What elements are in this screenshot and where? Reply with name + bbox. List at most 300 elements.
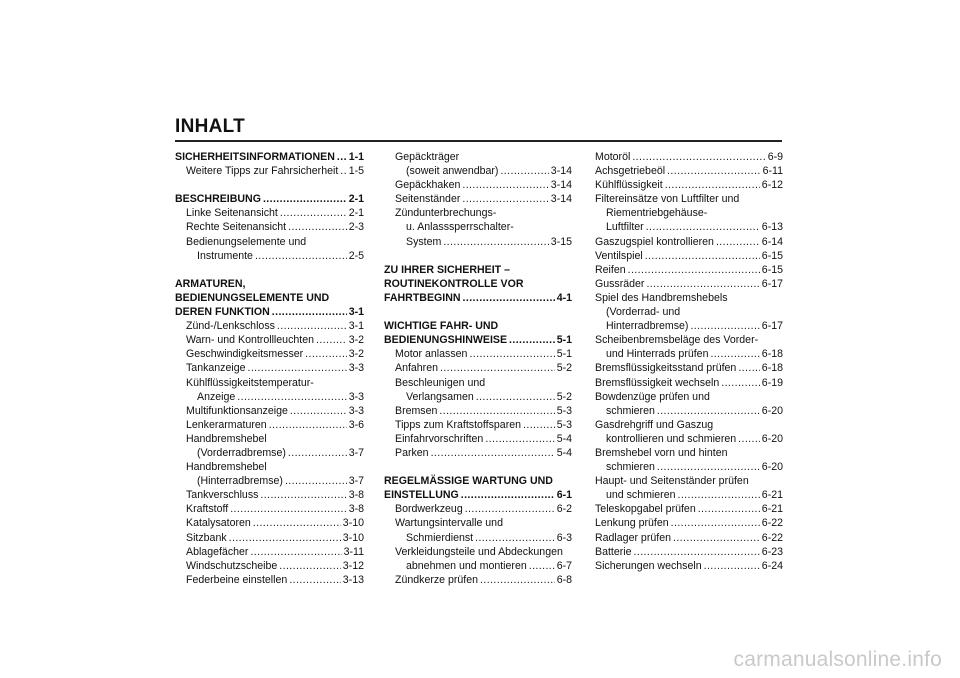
toc-entry-title: Bremsflüssigkeit wechseln	[595, 376, 720, 389]
toc-entry[interactable]	[595, 559, 783, 573]
toc-page-number: 6-9	[767, 151, 783, 163]
toc-column-3	[595, 150, 783, 573]
toc-entry-title: Wartungsintervalle und	[395, 517, 503, 530]
toc-leader-dots	[738, 432, 760, 446]
toc-entry-title: Verkleidungsteile und Abdeckungen	[395, 545, 563, 558]
toc-leader-dots	[628, 263, 760, 277]
toc-leader-dots	[634, 545, 760, 559]
toc-entry-title: u. Anlasssperrschalter-	[406, 221, 514, 234]
toc-page-number: 6-15	[761, 249, 783, 262]
toc-leader-dots	[657, 404, 760, 418]
toc-page-number: 6-17	[761, 277, 783, 290]
toc-section-heading[interactable]	[384, 333, 572, 347]
toc-entry-title: Tankverschluss	[186, 489, 259, 502]
toc-page-number: 3-10	[342, 531, 364, 544]
toc-page-number: 3-13	[342, 573, 364, 586]
toc-entry[interactable]	[384, 390, 572, 404]
toc-entry[interactable]	[175, 418, 364, 432]
toc-leader-dots	[305, 347, 347, 361]
toc-page-number: 5-1	[556, 334, 572, 347]
toc-entry[interactable]	[595, 235, 783, 249]
toc-page-number: 1-5	[348, 165, 364, 178]
toc-entry[interactable]	[175, 573, 364, 587]
toc-leader-dots	[272, 305, 347, 319]
toc-page-number: 3-1	[348, 306, 364, 319]
toc-entry-title: Gasdrehgriff und Gaszug	[595, 418, 714, 431]
toc-leader-dots	[509, 333, 555, 347]
toc-leader-dots	[465, 502, 555, 516]
toc-entry[interactable]	[175, 361, 364, 375]
toc-page-number: 6-2	[556, 503, 572, 516]
toc-page-number: 6-19	[761, 376, 783, 389]
toc-entry[interactable]	[384, 559, 572, 573]
toc-entry-title: abnehmen und montieren	[406, 559, 527, 572]
toc-page-number: 6-7	[556, 559, 572, 572]
toc-entry-title: Kühlflüssigkeitstemperatur-	[186, 376, 314, 389]
toc-page-number: 6-21	[761, 489, 783, 502]
toc-entry[interactable]	[595, 150, 783, 164]
toc-entry	[175, 235, 364, 249]
toc-section-heading	[384, 319, 572, 333]
toc-section-heading[interactable]	[384, 488, 572, 502]
toc-entry-title: Reifen	[595, 263, 626, 276]
toc-entry-title: Geschwindigkeitsmesser	[186, 348, 304, 361]
toc-page-number: 6-20	[761, 461, 783, 474]
toc-page-number: 6-22	[761, 531, 783, 544]
toc-entry-title: Federbeine einstellen	[186, 573, 288, 586]
toc-entry-title: Schmierdienst	[406, 531, 474, 544]
toc-entry	[175, 432, 364, 446]
toc-entry-title: Weitere Tipps zur Fahrsicherheit	[186, 165, 339, 178]
toc-leader-dots	[279, 559, 341, 573]
toc-leader-dots	[738, 361, 759, 375]
toc-page-number: 6-17	[761, 320, 783, 333]
toc-entry-title: Motoröl	[595, 151, 631, 163]
toc-entry[interactable]	[175, 474, 364, 488]
toc-entry[interactable]	[175, 502, 364, 516]
toc-entry-title: Tipps zum Kraftstoffsparen	[395, 418, 522, 431]
toc-leader-dots	[485, 432, 554, 446]
toc-leader-dots	[690, 319, 759, 333]
toc-section-heading	[384, 474, 572, 488]
toc-leader-dots	[250, 545, 341, 559]
toc-page-number: 6-11	[762, 165, 783, 178]
toc-page-number: 6-8	[556, 573, 572, 586]
toc-leader-dots	[277, 319, 347, 333]
toc-entry-title: Warn- und Kontrollleuchten	[186, 334, 314, 347]
toc-entry-title: Batterie	[595, 545, 632, 558]
toc-entry-title: Instrumente	[197, 249, 253, 262]
toc-entry-title: Hinterradbremse)	[606, 320, 689, 333]
toc-leader-dots	[632, 150, 765, 164]
toc-leader-dots	[269, 418, 347, 432]
toc-entry[interactable]	[595, 347, 783, 361]
toc-page-number: 3-10	[342, 517, 364, 530]
toc-page-number: 3-15	[550, 235, 572, 248]
toc-leader-dots	[340, 164, 346, 178]
toc-entry-title: Anzeige	[197, 390, 236, 403]
toc-leader-dots	[440, 361, 555, 375]
toc-entry	[175, 376, 364, 390]
toc-entry-title: Multifunktionsanzeige	[186, 404, 288, 417]
toc-entry	[595, 446, 783, 460]
toc-entry	[175, 460, 364, 474]
toc-entry-title: Handbremshebel	[186, 461, 267, 474]
toc-entry[interactable]	[384, 531, 572, 545]
toc-entry-title: Filtereinsätze von Luftfilter und	[595, 193, 740, 206]
toc-leader-dots	[710, 347, 759, 361]
toc-spacer	[175, 263, 364, 277]
toc-section-heading[interactable]	[175, 150, 364, 164]
toc-leader-dots	[439, 404, 554, 418]
toc-entry	[384, 516, 572, 530]
toc-entry-title: Luftfilter	[606, 221, 644, 234]
toc-entry	[595, 390, 783, 404]
toc-page-number: 4-1	[556, 291, 572, 304]
toc-entry[interactable]	[384, 361, 572, 375]
toc-page-number: 3-14	[550, 165, 572, 178]
toc-entry[interactable]	[595, 164, 783, 178]
toc-spacer	[175, 178, 364, 192]
toc-leader-dots	[290, 404, 347, 418]
toc-entry-title: REGELMÄSSIGE WARTUNG UND	[384, 475, 553, 488]
toc-leader-dots	[288, 446, 347, 460]
toc-leader-dots	[645, 249, 760, 263]
toc-page-number: 5-3	[556, 404, 572, 417]
toc-entry[interactable]	[175, 220, 364, 234]
toc-page-number: 6-1	[556, 489, 572, 502]
toc-entry[interactable]	[175, 488, 364, 502]
toc-page-number: 2-3	[348, 221, 364, 234]
toc-entry-title: ROUTINEKONTROLLE VOR	[384, 277, 524, 290]
toc-entry[interactable]	[175, 347, 364, 361]
toc-page-number: 3-1	[348, 320, 364, 333]
toc-entry-title: kontrollieren und schmieren	[606, 432, 737, 445]
toc-entry[interactable]	[384, 164, 572, 178]
toc-column-2	[384, 150, 572, 587]
toc-entry-title: Verlangsamen	[406, 390, 474, 403]
toc-entry-title: Beschleunigen und	[395, 376, 486, 389]
toc-page-number: 6-22	[761, 517, 783, 530]
toc-leader-dots	[704, 559, 760, 573]
toc-entry	[384, 150, 572, 164]
toc-entry[interactable]	[384, 432, 572, 446]
toc-entry-title: Gaszugspiel kontrollieren	[595, 235, 714, 248]
toc-entry-title: Zündkerze prüfen	[395, 573, 479, 586]
toc-entry-title: Einfahrvorschriften	[395, 432, 484, 445]
toc-entry	[595, 291, 783, 305]
toc-leader-dots	[263, 192, 347, 206]
toc-entry	[595, 192, 783, 206]
toc-entry-title: Achsgetriebeöl	[595, 165, 666, 178]
toc-page-number: 3-2	[348, 348, 364, 361]
toc-leader-dots	[248, 361, 347, 375]
toc-entry-title: FAHRTBEGINN	[384, 291, 461, 304]
toc-leader-dots	[461, 488, 555, 502]
toc-entry-title: Parken	[395, 446, 429, 459]
toc-entry-title: Linke Seitenansicht	[186, 207, 278, 220]
toc-entry[interactable]	[175, 390, 364, 404]
toc-leader-dots	[665, 178, 760, 192]
toc-entry-title: Lenkung prüfen	[595, 517, 669, 530]
toc-leader-dots	[500, 164, 548, 178]
toc-section-heading	[175, 277, 364, 291]
toc-entry-title: Bedienungselemente und	[186, 235, 307, 248]
toc-entry-title: SICHERHEITSINFORMATIONEN	[175, 151, 335, 163]
toc-page-number: 3-12	[342, 559, 364, 572]
toc-page-number: 6-14	[761, 235, 783, 248]
toc-entry[interactable]	[175, 516, 364, 530]
toc-entry[interactable]	[384, 418, 572, 432]
toc-entry-title: Motor anlassen	[395, 348, 468, 361]
toc-entry-title: Spiel des Handbremshebels	[595, 291, 728, 304]
toc-entry-title: BESCHREIBUNG	[175, 193, 261, 206]
toc-leader-dots	[289, 573, 340, 587]
toc-entry-title: (Vorderradbremse)	[197, 446, 286, 459]
toc-entry-title: Gussräder	[595, 277, 645, 290]
toc-page-number: 2-1	[348, 207, 364, 220]
toc-page-number: 6-20	[761, 404, 783, 417]
toc-page-number: 3-7	[348, 446, 364, 459]
toc-entry[interactable]	[175, 531, 364, 545]
toc-leader-dots	[316, 333, 347, 347]
toc-page-number: 3-3	[348, 390, 364, 403]
toc-page-number: 1-1	[348, 151, 364, 163]
toc-page-number: 5-4	[556, 446, 572, 459]
toc-entry-title: Kühlflüssigkeit	[595, 179, 663, 192]
toc-page-number: 5-2	[556, 362, 572, 375]
toc-entry[interactable]	[595, 277, 783, 291]
toc-leader-dots	[237, 390, 346, 404]
toc-leader-dots	[476, 390, 555, 404]
toc-entry-title: Ablagefächer	[186, 545, 249, 558]
toc-entry-title: BEDIENUNGSHINWEISE	[384, 334, 508, 347]
toc-entry[interactable]	[175, 446, 364, 460]
watermark: carmanualsonline.info	[733, 648, 942, 671]
toc-leader-dots	[678, 488, 760, 502]
toc-entry-title: Rechte Seitenansicht	[186, 221, 287, 234]
toc-entry-title: System	[406, 235, 442, 248]
toc-entry[interactable]	[384, 235, 572, 249]
toc-entry-title: Seitenständer	[395, 193, 461, 206]
toc-entry-title: Gepäckträger	[395, 151, 460, 163]
toc-leader-dots	[463, 291, 555, 305]
toc-entry-title: DEREN FUNKTION	[175, 306, 270, 319]
toc-section-heading[interactable]	[175, 192, 364, 206]
toc-entry-title: Lenkerarmaturen	[186, 418, 267, 431]
toc-page-number: 3-7	[348, 475, 364, 488]
toc-leader-dots	[462, 192, 548, 206]
toc-page-number: 6-15	[761, 263, 783, 276]
toc-page-number: 5-4	[556, 432, 572, 445]
toc-section-heading	[384, 277, 572, 291]
toc-leader-dots	[667, 164, 760, 178]
toc-page-number: 5-1	[556, 348, 572, 361]
toc-leader-dots	[671, 516, 760, 530]
toc-entry[interactable]	[175, 545, 364, 559]
toc-entry-title: Bremsen	[395, 404, 438, 417]
toc-entry[interactable]	[595, 361, 783, 375]
toc-leader-dots	[721, 376, 760, 390]
toc-leader-dots	[260, 488, 346, 502]
toc-leader-dots	[443, 235, 548, 249]
toc-page-number: 6-20	[761, 432, 783, 445]
toc-page-number: 6-23	[761, 545, 783, 558]
toc-leader-dots	[646, 220, 760, 234]
toc-entry-title: Radlager prüfen	[595, 531, 671, 544]
toc-spacer	[384, 249, 572, 263]
toc-section-heading	[384, 263, 572, 277]
toc-leader-dots	[230, 502, 346, 516]
toc-spacer	[384, 460, 572, 474]
toc-entry	[595, 206, 783, 220]
toc-entry[interactable]	[384, 178, 572, 192]
toc-entry[interactable]	[175, 206, 364, 220]
page-title: INHALT	[175, 116, 246, 137]
toc-entry	[384, 545, 572, 559]
toc-page-number: 5-2	[556, 390, 572, 403]
toc-leader-dots	[475, 531, 555, 545]
toc-page-number: 3-14	[550, 179, 572, 192]
toc-entry[interactable]	[595, 502, 783, 516]
toc-entry-title: BEDIENUNGSELEMENTE UND	[175, 291, 330, 304]
toc-entry-title: Riementriebgehäuse-	[606, 207, 708, 220]
toc-entry	[384, 206, 572, 220]
title-rule	[175, 140, 782, 142]
toc-entry[interactable]	[595, 460, 783, 474]
toc-entry-title: schmieren	[606, 404, 655, 417]
toc-leader-dots	[431, 446, 555, 460]
toc-entry[interactable]	[595, 404, 783, 418]
toc-entry-title: Handbremshebel	[186, 432, 267, 445]
toc-entry	[595, 333, 783, 347]
toc-entry[interactable]	[175, 404, 364, 418]
toc-entry-title: ARMATUREN,	[175, 277, 246, 290]
toc-entry-title: Katalysatoren	[186, 517, 251, 530]
toc-page-number: 3-14	[550, 193, 572, 206]
toc-entry-title: und schmieren	[606, 489, 676, 502]
toc-entry-title: Zündunterbrechungs-	[395, 207, 497, 220]
toc-entry-title: Haupt- und Seitenständer prüfen	[595, 475, 749, 488]
toc-entry	[384, 376, 572, 390]
toc-entry[interactable]	[595, 178, 783, 192]
toc-leader-dots	[469, 347, 554, 361]
toc-entry-title: Sicherungen wechseln	[595, 559, 702, 572]
toc-page-number: 3-8	[348, 489, 364, 502]
toc-entry[interactable]	[384, 192, 572, 206]
toc-leader-dots	[657, 460, 760, 474]
toc-entry[interactable]	[595, 488, 783, 502]
toc-page-number: 6-24	[761, 559, 783, 572]
toc-page-number: 6-18	[761, 348, 783, 361]
toc-page-number: 3-11	[343, 545, 364, 558]
toc-entry[interactable]	[384, 446, 572, 460]
toc-entry[interactable]	[595, 545, 783, 559]
toc-leader-dots	[462, 178, 548, 192]
toc-entry	[595, 474, 783, 488]
toc-entry[interactable]	[175, 333, 364, 347]
toc-entry-title: (Vorderrad- und	[606, 306, 681, 319]
toc-entry[interactable]	[595, 220, 783, 234]
toc-entry[interactable]	[595, 319, 783, 333]
toc-page-number: 2-5	[348, 249, 364, 262]
toc-page-number: 6-3	[556, 531, 572, 544]
toc-entry-title: Bremshebel vorn und hinten	[595, 446, 728, 459]
toc-leader-dots	[285, 474, 347, 488]
toc-entry[interactable]	[595, 249, 783, 263]
toc-entry-title: (Hinterradbremse)	[197, 475, 283, 488]
toc-entry[interactable]	[384, 347, 572, 361]
toc-page-number: 6-13	[761, 221, 783, 234]
toc-leader-dots	[698, 502, 760, 516]
toc-entry-title: ZU IHRER SICHERHEIT –	[384, 263, 510, 276]
toc-entry-title: Zünd-/Lenkschloss	[186, 320, 275, 333]
toc-entry-title: Bordwerkzeug	[395, 503, 463, 516]
toc-entry-title: EINSTELLUNG	[384, 489, 459, 502]
toc-entry-title: Teleskopgabel prüfen	[595, 503, 696, 516]
toc-entry[interactable]	[384, 502, 572, 516]
toc-page-number: 3-6	[348, 418, 364, 431]
toc-entry	[595, 305, 783, 319]
toc-leader-dots	[480, 573, 555, 587]
toc-entry[interactable]	[175, 249, 364, 263]
toc-entry[interactable]	[175, 559, 364, 573]
toc-entry-title: schmieren	[606, 461, 655, 474]
toc-leader-dots	[253, 516, 341, 530]
toc-leader-dots	[229, 531, 341, 545]
toc-leader-dots	[280, 206, 347, 220]
toc-entry-title: Sitzbank	[186, 531, 227, 544]
toc-entry-title: Bremsflüssigkeitsstand prüfen	[595, 362, 737, 375]
toc-section-heading[interactable]	[384, 291, 572, 305]
toc-entry[interactable]	[595, 531, 783, 545]
toc-page-number: 6-18	[761, 362, 783, 375]
toc-entry[interactable]	[175, 319, 364, 333]
toc-entry[interactable]	[384, 404, 572, 418]
toc-entry-title: Kraftstoff	[186, 503, 229, 516]
toc-page-number: 2-1	[348, 193, 364, 206]
toc-entry[interactable]	[595, 432, 783, 446]
toc-section-heading[interactable]	[175, 305, 364, 319]
toc-leader-dots	[337, 150, 347, 164]
toc-page-number: 6-21	[761, 503, 783, 516]
toc-entry-title: Tankanzeige	[186, 362, 246, 375]
toc-entry[interactable]	[595, 516, 783, 530]
toc-entry-title: Bowdenzüge prüfen und	[595, 390, 710, 403]
toc-page-number: 3-2	[348, 334, 364, 347]
toc-leader-dots	[255, 249, 347, 263]
toc-leader-dots	[646, 277, 759, 291]
toc-page-number: 5-3	[556, 418, 572, 431]
toc-entry	[595, 418, 783, 432]
toc-entry[interactable]	[595, 263, 783, 277]
toc-entry[interactable]	[595, 376, 783, 390]
toc-leader-dots	[529, 559, 555, 573]
toc-entry-title: (soweit anwendbar)	[406, 165, 499, 178]
toc-leader-dots	[673, 531, 760, 545]
toc-entry-title: Scheibenbremsbeläge des Vorder-	[595, 334, 759, 347]
toc-entry	[384, 220, 572, 234]
toc-leader-dots	[523, 418, 555, 432]
toc-entry[interactable]	[384, 573, 572, 587]
toc-leader-dots	[288, 220, 347, 234]
toc-entry-title: WICHTIGE FAHR- UND	[384, 320, 499, 333]
toc-spacer	[384, 305, 572, 319]
toc-entry-title: Gepäckhaken	[395, 179, 461, 192]
toc-entry-title: Ventilspiel	[595, 249, 643, 262]
toc-page-number: 3-8	[348, 503, 364, 516]
toc-entry[interactable]	[175, 164, 364, 178]
